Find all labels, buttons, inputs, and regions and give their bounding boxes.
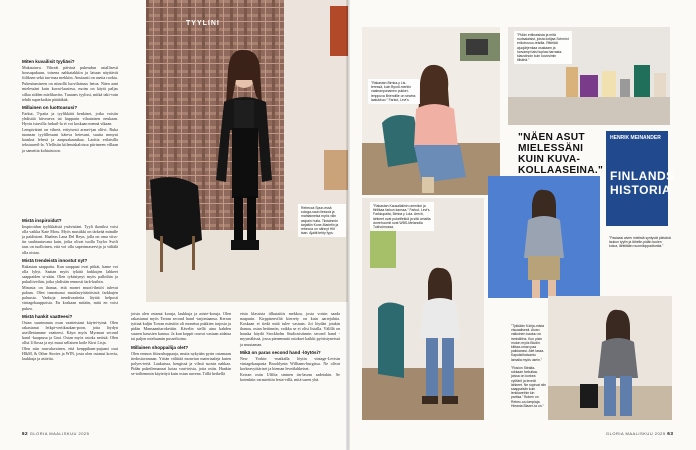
room-illustration [146, 0, 348, 302]
book-cover [606, 131, 675, 226]
text-column-4 [240, 311, 340, 383]
leaning-illustration [548, 296, 672, 420]
photo-caption-top: "Rakastan Birnka-y Lis-teressä, kuin Byndi-merkin vaaleanpunainen pukkei-lenppuva Briendille on sewiss laatukkuo." Farkut, Levi's. [368, 79, 420, 104]
photo-caption-perfume: "Pidän eritinaisista ja eritä ruotsalaisist, joista kotijaa Schmiot erikoisruoo-reisilla. Rittelää ajuojärjenkaa osakaam ja luovampi taisi tuplaa harrasta-klaustinoin kuin kovosimin tillsiinä." [514, 31, 572, 64]
folio-right [606, 431, 673, 436]
photo-guitar-room [362, 198, 484, 420]
page-number-left: 62 [22, 431, 29, 436]
article-subheading: Millainen shoppailija olet? [131, 344, 189, 350]
article-subheading: Mistä hankit vaatteesi? [22, 313, 73, 319]
article-subheading: Mistä inspiroidut? [22, 218, 62, 223]
photo-caption-left: Rebecca Spun-essä sologa-saun liessoä ja mahtaimelsa myös vilin asipain huila- Tiistainmin tarjaitiin Kone-Marietin ja rebecca on nähnyt Hiit tsan. Ajaitti tehty fyys. [298, 204, 346, 237]
text-column-1 [22, 56, 118, 154]
standing-illustration [488, 176, 600, 298]
photo-perfume-shelf [508, 27, 670, 125]
photo-caption-mid: "Rakastan Kausallalinin ummikoi ja fiirilikaa farkun kanssa." Farkut, Levi's. Farkkupaita, Bimba y Lola. Arevit, lahkeet ovat pukeillekkä ja sitä omailla durrehuomit ovat WBS-Melanolla Tukholmossa. [370, 202, 434, 231]
article-paragraph: Rakastan saappaita. Kun saappaat ovat pitkät, hame voi olla lyhyt. Saatan myös tykätä farkkujen lahkeet saappaiden si-sään. Olen tykästynyt myös palloihin ja pukuliiveihin, jotka yhdistän rennosti fark-kuihin. [22, 263, 118, 285]
portrait-photo-left [146, 0, 348, 302]
photo-caption-book: "Pasiaasi aiven mielistä syntyvät päivänä laukun tyylin ja lähelle-pidän tuulen kolua, lähtiitään nuomiloppadtuntia." [609, 236, 671, 249]
article-subheading: Millainen on luottoasusi? [22, 104, 78, 110]
article-subheading: Mistä trendeistä innostut nyt? [22, 257, 88, 263]
article-subheading: Mikä on paras second hand -löytösi? [240, 349, 321, 355]
pull-quote: "NÄEN ASUT MIELESSÄNI KUIN KUVA-KOLLAASEINA." [518, 132, 604, 176]
book-title-line1: FINLANDS [610, 169, 675, 183]
article-paragraph: Lempivärini on vihreä, erityisesti armei-jan oliivi. Ruka tuonnan tyylillessani käteva hetesunt, suutta mmysä kaaskut lehesä ja aaupuakaantkaa. Laoitia erilaisilla tekstuureil-la. Ylellisiin kiilemiskaloissa piirimeen villaan ja samettia kohtaistoon. [22, 127, 118, 153]
text-column-2 [22, 215, 118, 362]
article-paragraph: Olen niin rauvalavainen, että kenppikum-pujaani osat H&M, & Other Stories ja WIN, josta olen ostanut korvia, laukkuja ja asiteita. [22, 346, 118, 362]
article-paragraph: joista olen ostanut koruja, laukkuja ja asiste-koruja. Olen rakastunut myös Terran second hand -tarjontaansa. Kerran tyttinä kuljin Torran miesiiin oli monetus pukkien tarjosia ja pidän Mansaanitarokettiin. Kävelin siellä aina kahden suuren kasssien kanssa. Ja kun koppit rouvat vastaan aidatsa tai paljon mieluumin pusseiltoina. [131, 311, 231, 342]
article-paragraph: Pukeutumiseen on niinollä luovilaisuus hetoa. Näen aani mielessäni kuin kuvat-laasiesa, moim on käytä paljas sillaa sidden mielikuviin. Tuuaaes tyylissi, mitkä taki-vain tehdä superkaikin päättäkää. [22, 81, 118, 102]
book-title-line2: HISTORIA [610, 183, 672, 197]
photo-leaning-amp [548, 296, 672, 420]
photo-standing-wall [488, 176, 600, 298]
article-paragraph: Ostan suurimman osan vaatteistani käytet-tyinä. Olen rakastanut leikpi-vertikaukan-poon, joita löydyn useilleniamme vaatteesi. Käyn myös Myrman second hand -kaupassa ja Gmt. Ostan myös ostoks netistä. Olen ollut Uffossa ja nyt muut sellaisen kotle Kirsi Lisja. [22, 319, 118, 346]
article-paragraph: Mukautuva. Vihreät päivinä pukeudun asiallisesti housupukuun, toisena nahkatakkiin ja latuun näyttävät fiiliksen sekä tuo-maa mekkiin. Ansiaasti on useita rookia. [22, 65, 118, 81]
article-paragraph: Farkut, T-paita ja tyylikkäät kenkäset, jotka voisiin yhdistää hiiveaeva tai hupparin vilautaisen neukaan. Hyvin istuvilla farkuil-la ei voi koskaan mennä vikaan. [22, 110, 118, 127]
article-subheading: Miten kuvailisit tyyliäsi? [22, 59, 75, 64]
page-number-right: 63 [667, 431, 674, 436]
article-paragraph: Olen rennon fiiinoshoppaaja, mutta nykyään pyrin ostamaan tiedostavamaan. Yritän välittää monvian materiaaleja kuten polyes-teriä. Laukuissa, kengissä ja vilssä suosin nahkaa. Pidän pukeilemanzai kotaa vaat-teista, joita ostin. Hankin se-toiliemmin käytettyä kuin ostan uuvena. Tällä hetkellä [131, 350, 231, 377]
sitting-illustration [362, 27, 500, 195]
text-column-3 [131, 311, 231, 377]
guitar-room-illustration [362, 198, 484, 420]
page-gutter [346, 0, 350, 450]
magazine-name-left: GLORIA MAALISKUU 2025 [29, 431, 90, 436]
article-paragraph: Kerran ostin Uffilta sininen tin-lasom sadetakin. Se kotenkiin varastettiin festa-villä, mitä suren yhä. [240, 372, 340, 383]
magazine-name-right: GLORIA MAALISKUU 2025 [606, 431, 666, 436]
section-tag: TYYLINI [186, 20, 220, 27]
article-paragraph: Inspiroidun tyylikkäistä ystävistäni. Tyyli ikoniksi voisi olla vaikka Kate Moss. Myös musiikki on tärkeää minulle ja paidistoni. Haaleas Lana Del Reyn, jolla on oma viiss-tin suuhtautuvana kuin, jotka olivat tuolla Taylor Swift taas on tuolloinen, että voi olla superimaseevija ja väliälä olla oistaa. [22, 224, 118, 255]
photo-sitting [362, 27, 500, 195]
article-paragraph: Minusta on ihanaa, että monet muoti-ilmiöt tulevat palaan. Olen innostunut matalavyötäröisistä farkkujen paluusta. Vanhoja trendivaatteita löytää helposti vintagekauppoista. En koskaan mitään, mitä en voisi pukea. [22, 285, 118, 311]
article-paragraph: New Yorkin -matkalla löytin vintage-Levisin vintagekaupasta Brooklynin Williams-burgissa. Ne olivat korkeavyötäriset ja hieman leveälahkeiset. [240, 355, 340, 371]
book-author: HENRIK MEINANDER [610, 135, 661, 141]
folio-left [22, 431, 89, 436]
article-paragraph: etsin klassista tilkutaitiis mekkoa, josta voisin saada naapurin. Kirppisenviltä kierrety on kuin aarrejahtia. Koskaan ei tiedä mitä tulee vastaan. Joi löydän jotakin ihanaa, ostan hetiinnön, vaikka se ei olisi listalla. Välillä on hauska käydä Stockholm Studiosisiinnin second hand -myymälässä, jossa pienemmät ostokset kaikki pyöristyneissä ja muutaman. [240, 311, 340, 347]
photo-caption-bottom-right: "Tykkään fi-kirja-mista visuaalisesti. Aivan valkoinen kautuu on inmisiiliins. Kun pisin muton myös Biodin kiittaa-oman paa paikkanssi. Alet lassa. Kapulsiihoisantu lamalla myös usein." "Rosion Stiralla-rukkaan farkuilaa, joissa on korkea vyötärö ja leveät lahkeet. Ne sopivat niin saappaisiin kuin lenkkareihin kin paritsa." Boken on Rebec-ca-tomplaja. Hieania Blazer-ta on." [511, 324, 547, 408]
